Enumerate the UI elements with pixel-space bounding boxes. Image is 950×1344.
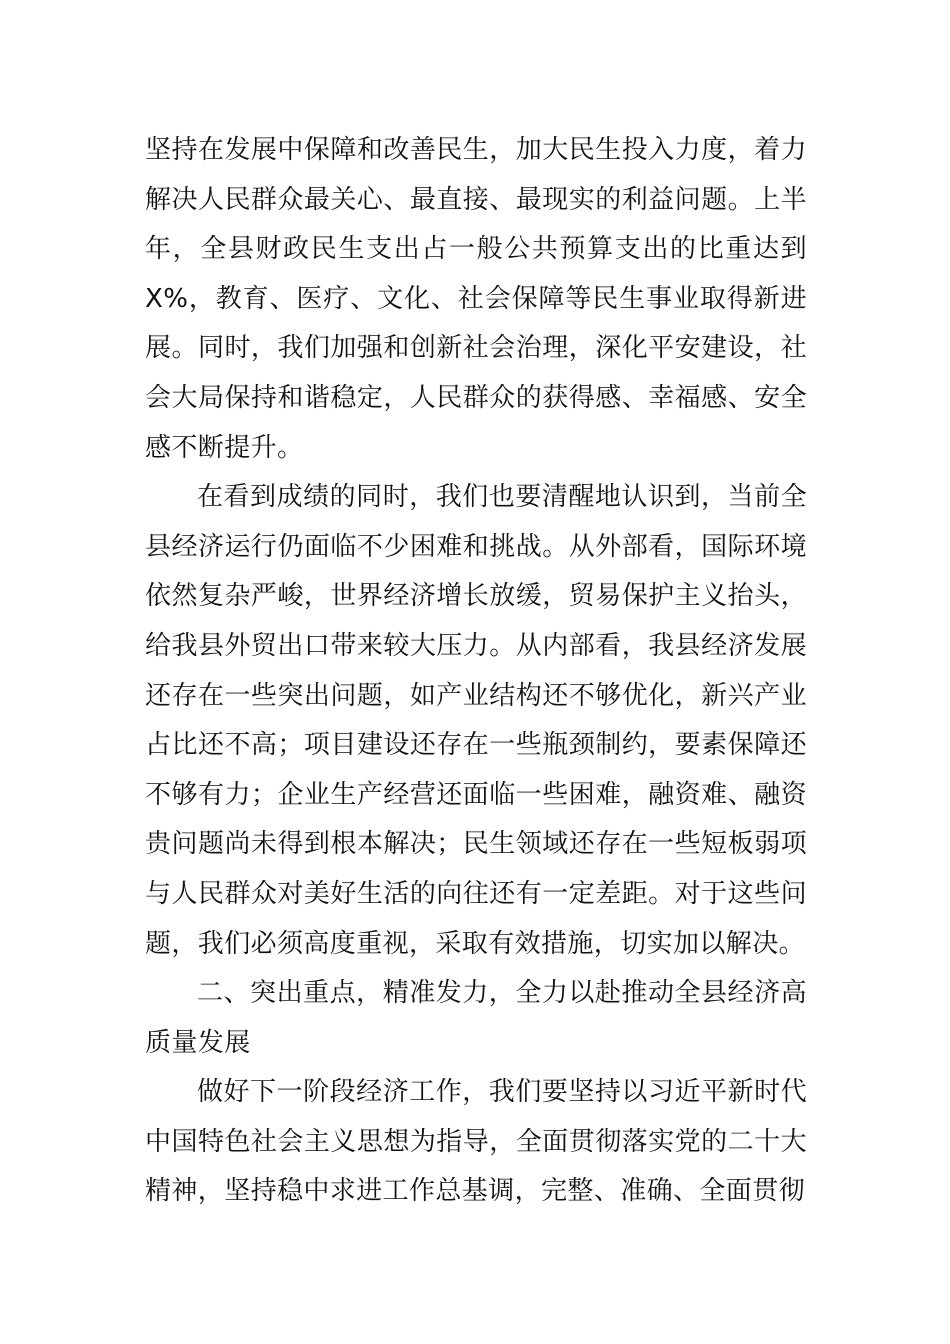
paragraph-challenges: 在看到成绩的同时，我们也要清醒地认识到，当前全县经济运行仍面临不少困难和挑战。从外部看，国际环境依然复杂严峻，世界经济增长放缓，贸易保护主义抬头，给我县外贸出口带来较大压力。从内部看，我县经济发展还存在一些突出问题，如产业结构还不够优化，新兴产业占比还不高；项目建设还存在一些瓶颈制约，要素保障还不够有力；企业生产经营还面临一些困难，融资难、融资贵问题尚未得到根本解决；民生领域还存在一些短板弱项与人民群众对美好生活的向往还有一定差距。对于这些问题，我们必须高度重视，采取有效措施，切实加以解决。 [145, 482, 807, 959]
document-body [145, 126, 807, 1217]
paragraph-continued: 坚持在发展中保障和改善民生，加大民生投入力度，着力解决人民群众最关心、最直接、最现实的利益问题。上半年，全县财政民生支出占一般公共预算支出的比重达到X%，教育、医疗、文化、社会保障等民生事业取得新进展。同时，我们加强和创新社会治理，深化平安建设，社会大局保持和谐稳定，人民群众的获得感、幸福感、安全感不断提升。 [145, 135, 807, 463]
paragraph-next-stage: 做好下一阶段经济工作，我们要坚持以习近平新时代中国特色社会主义思想为指导，全面贯彻落实党的二十大精神，坚持稳中求进工作总基调，完整、准确、全面贯彻 [145, 1077, 807, 1207]
section-heading: 二、突出重点，精准发力，全力以赴推动全县经济高质量发展 [145, 978, 807, 1058]
